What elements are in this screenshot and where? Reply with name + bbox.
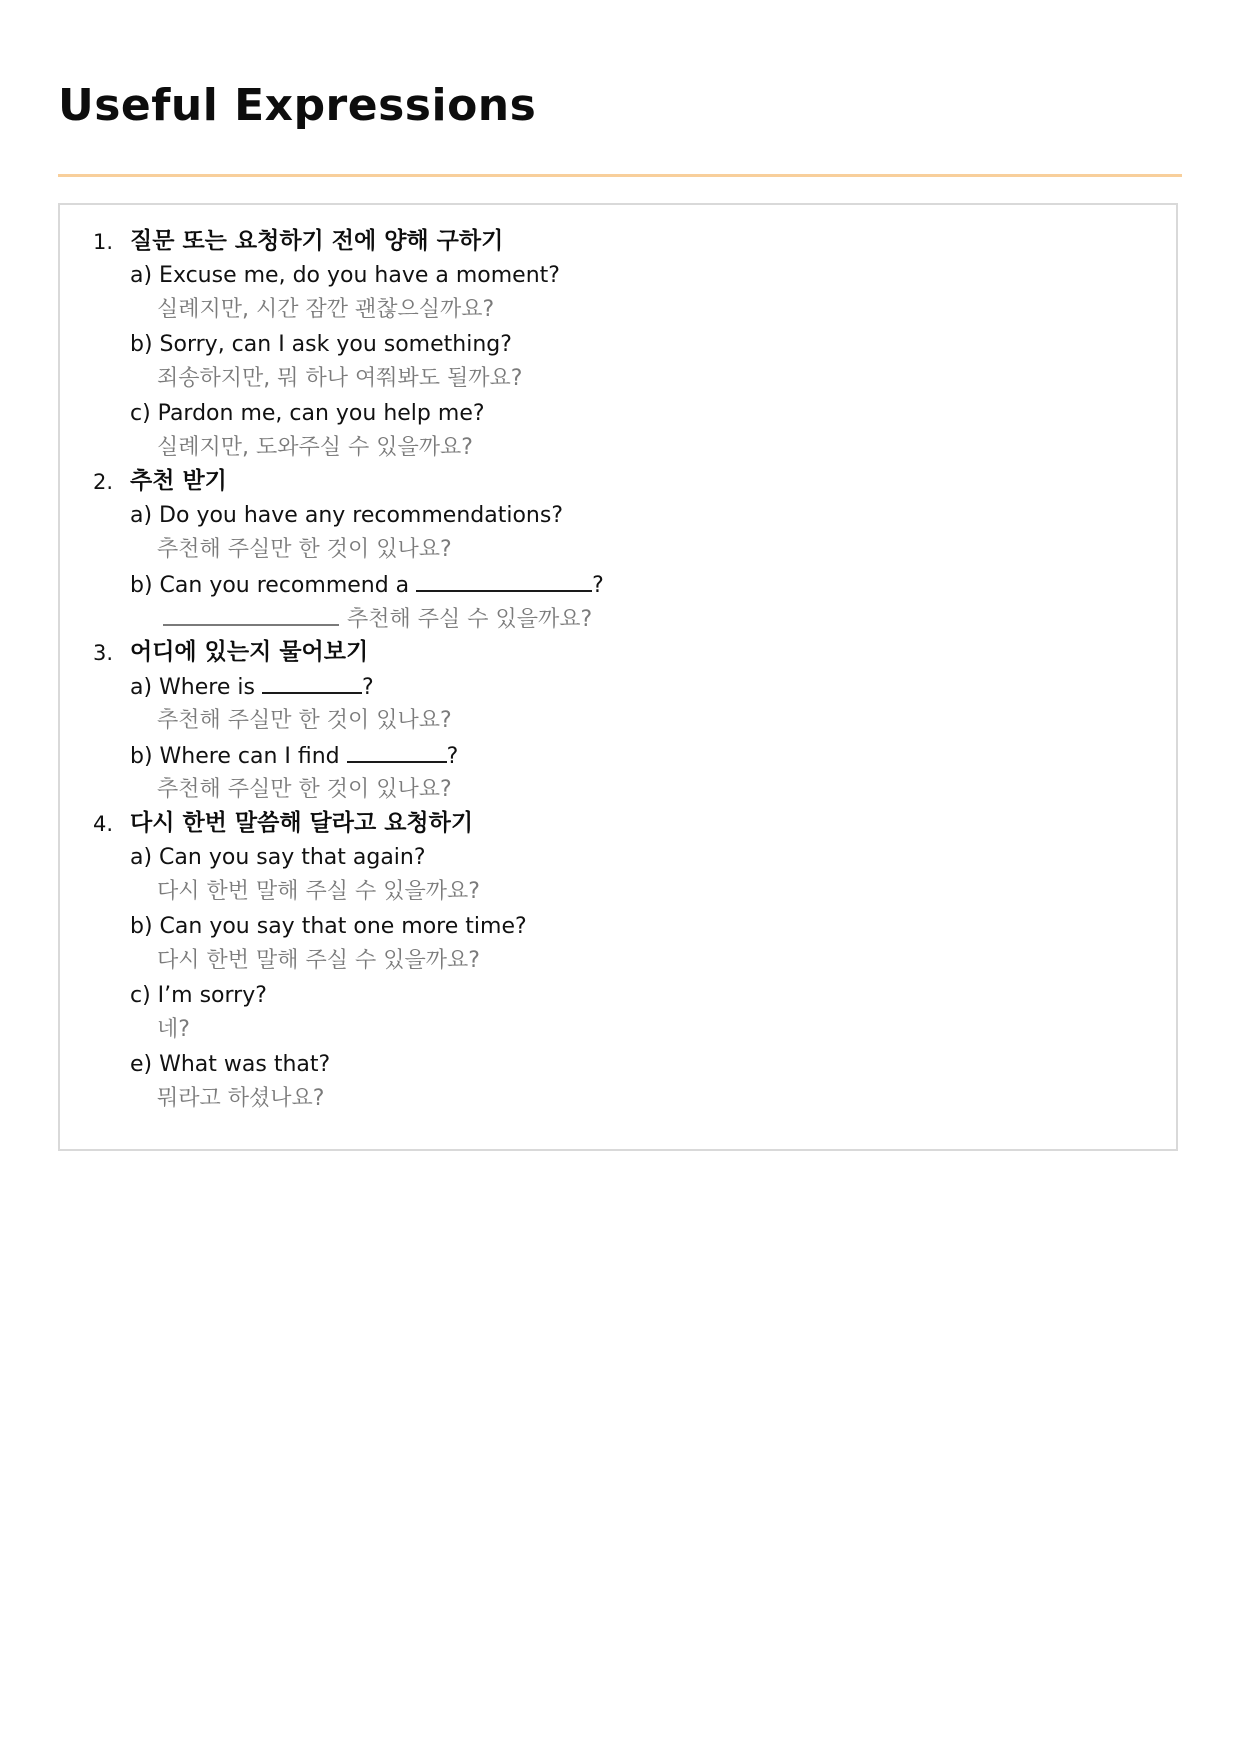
expression-item [60, 1048, 1176, 1117]
section-3 [60, 635, 1176, 806]
expression-item [60, 568, 1176, 635]
section-4 [60, 806, 1176, 1117]
expression-korean: 실례지만, 도와주실 수 있을까요? [157, 435, 473, 460]
expression-korean: 실례지만, 시간 잠깐 괜찮으실까요? [157, 297, 495, 322]
section-title: 추천 받기 [130, 468, 227, 494]
section-title: 어디에 있는지 물어보기 [130, 639, 369, 665]
expression-korean: 다시 한번 말해 주실 수 있을까요? [157, 879, 480, 904]
section-heading [60, 806, 1176, 841]
fill-in-blank [416, 568, 592, 592]
expression-item [60, 670, 1176, 739]
fill-in-blank [347, 739, 447, 763]
section-number: 3. [93, 641, 114, 665]
expression-english: a) Can you say that again? [130, 845, 426, 870]
expression-text: b) Can you recommend a [130, 573, 417, 598]
expression-korean: 추천해 주실만 한 것이 있나요? [157, 777, 452, 802]
section-heading [60, 635, 1176, 670]
expression-english [130, 670, 374, 704]
expression-item [60, 259, 1176, 328]
section-number: 4. [93, 812, 114, 836]
section-number: 1. [93, 230, 114, 254]
expression-item [60, 499, 1176, 568]
section-number: 2. [93, 470, 114, 494]
section-heading [60, 224, 1176, 259]
expression-item [60, 397, 1176, 464]
expression-text: a) Where is [130, 675, 262, 700]
expression-english: e) What was that? [130, 1052, 331, 1077]
expression-text: ? [592, 573, 604, 598]
section-1 [60, 224, 1176, 464]
expression-korean: 뭐라고 하셨나요? [157, 1086, 325, 1111]
section-heading [60, 464, 1176, 499]
section-list [60, 224, 1176, 1117]
expression-english: c) Pardon me, can you help me? [130, 401, 485, 426]
section-title: 질문 또는 요청하기 전에 양해 구하기 [130, 228, 504, 254]
expression-text: b) Where can I find [130, 744, 347, 769]
section-2 [60, 464, 1176, 635]
fill-in-blank [262, 670, 362, 694]
expression-text: ? [361, 675, 374, 700]
expression-english: a) Excuse me, do you have a moment? [130, 263, 560, 288]
expression-korean: 추천해 주실만 한 것이 있나요? [157, 537, 452, 562]
expression-korean: 네? [157, 1017, 190, 1042]
section-title: 다시 한번 말씀해 달라고 요청하기 [130, 810, 474, 836]
expression-korean: 죄송하지만, 뭐 하나 여쭤봐도 될까요? [157, 366, 523, 391]
expression-english [130, 739, 458, 773]
expression-item [60, 841, 1176, 910]
expression-english: a) Do you have any recommendations? [130, 503, 563, 528]
page-title: Useful Expressions [58, 80, 537, 131]
expression-english [130, 568, 604, 602]
expressions-box [58, 203, 1178, 1151]
expression-item [60, 328, 1176, 397]
title-divider [58, 174, 1182, 177]
expression-item [60, 739, 1176, 806]
expression-english: b) Sorry, can I ask you something? [130, 332, 512, 357]
expression-korean: 추천해 주실만 한 것이 있나요? [157, 708, 452, 733]
expression-english: b) Can you say that one more time? [130, 914, 527, 939]
expression-korean [157, 602, 592, 635]
expression-item [60, 910, 1176, 979]
fill-in-blank [163, 602, 339, 626]
expression-korean: 다시 한번 말해 주실 수 있을까요? [157, 948, 480, 973]
expression-english: c) I’m sorry? [130, 983, 267, 1008]
expression-item [60, 979, 1176, 1048]
expression-text: 추천해 주실 수 있을까요? [347, 607, 593, 632]
expression-text: ? [446, 744, 459, 769]
